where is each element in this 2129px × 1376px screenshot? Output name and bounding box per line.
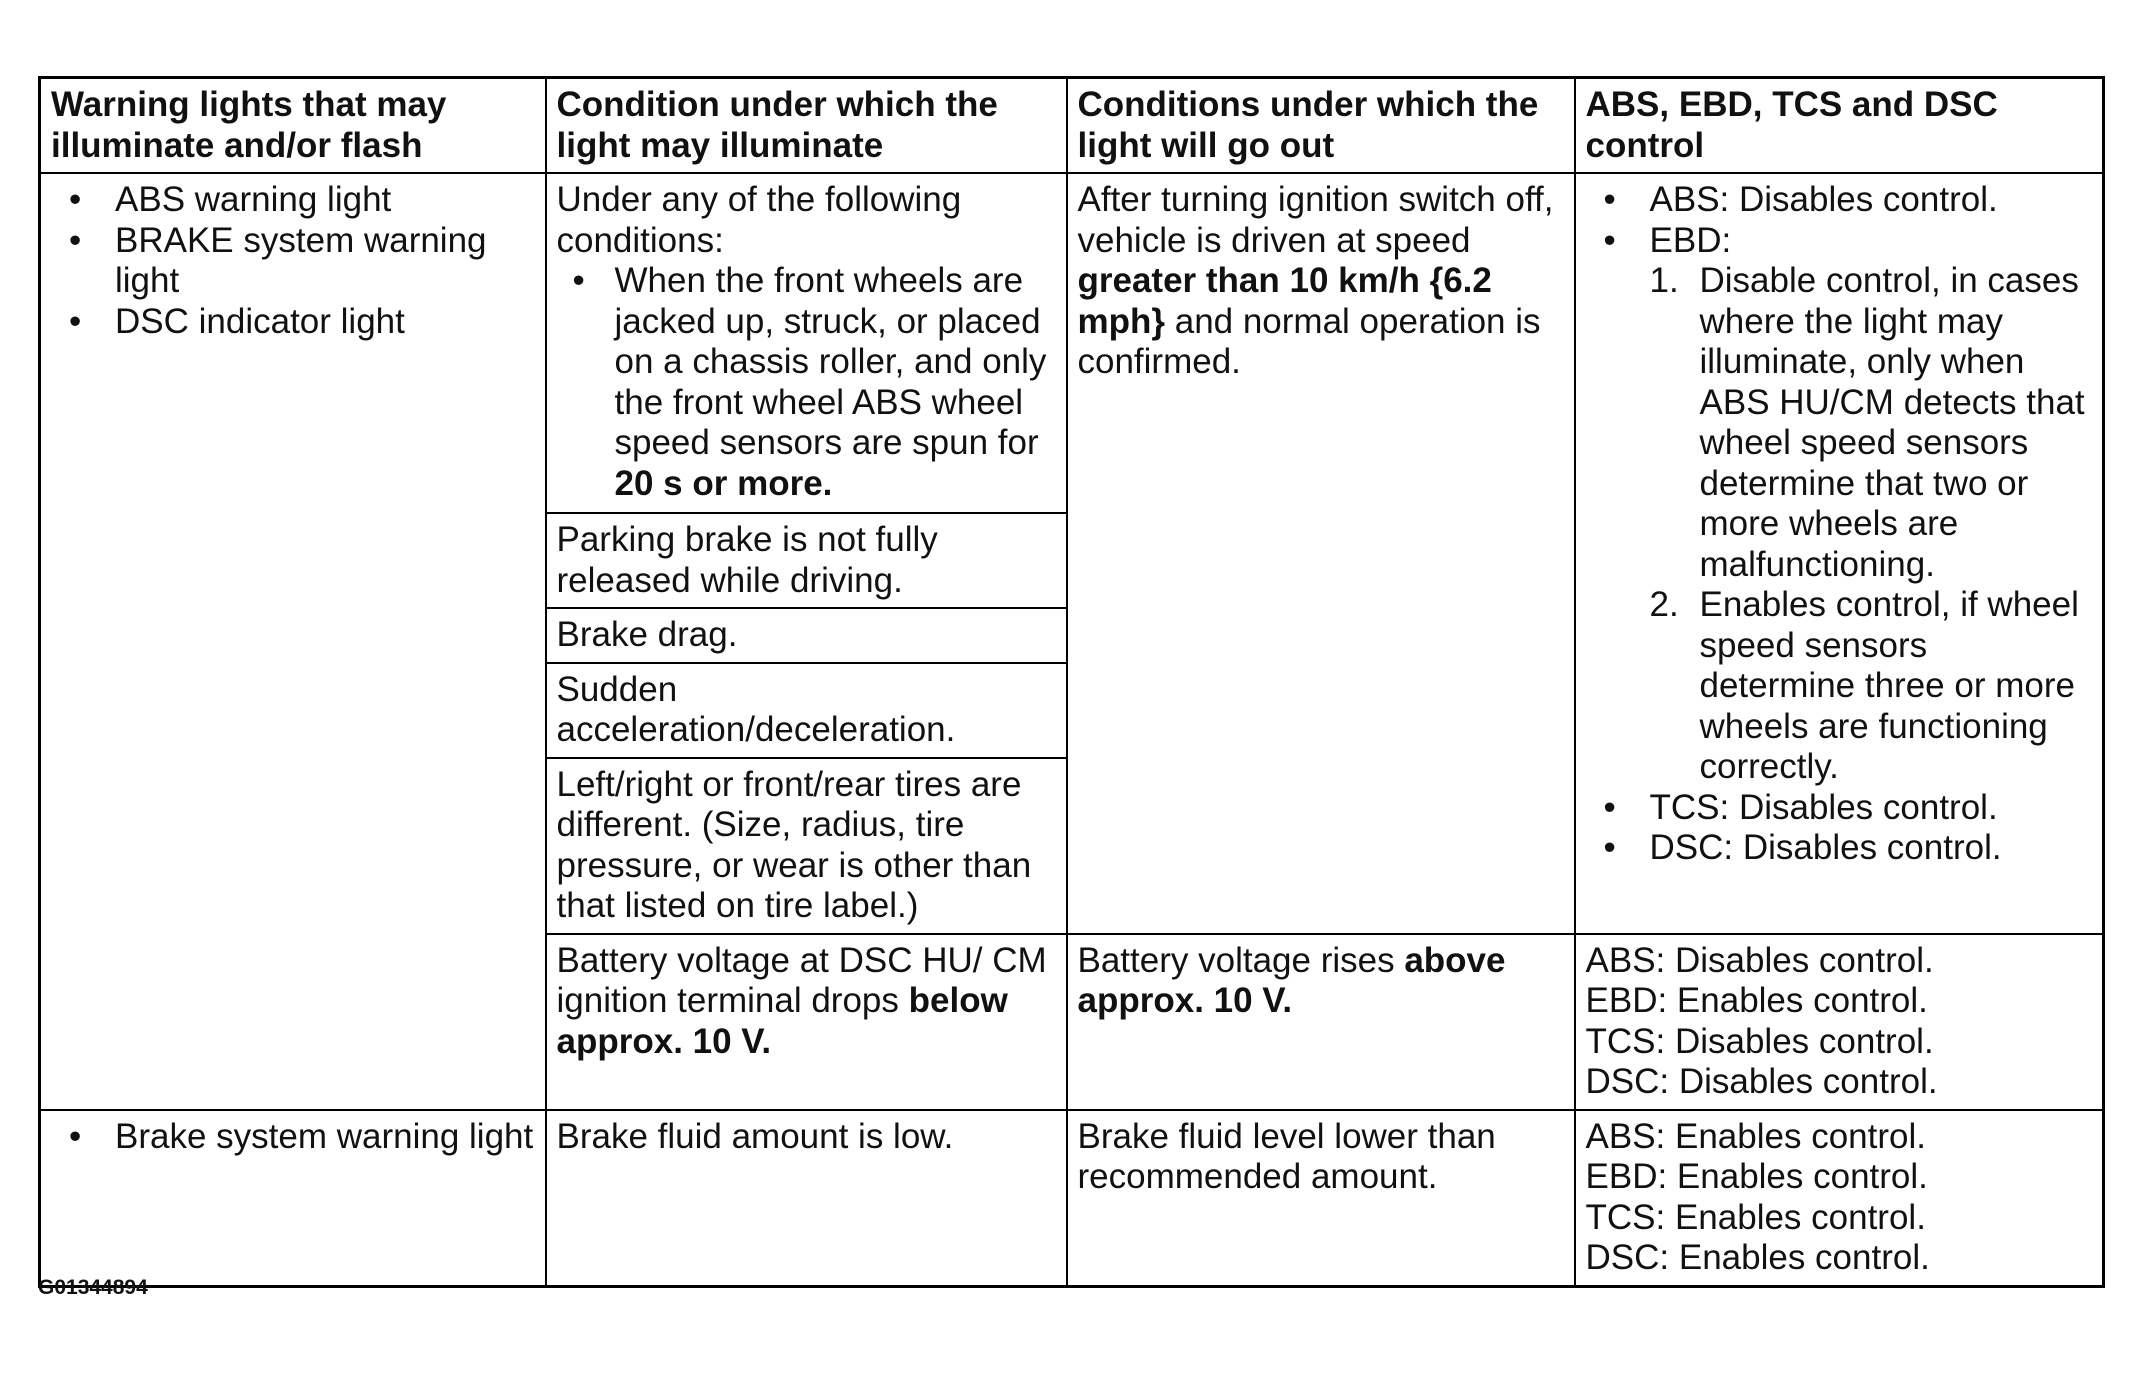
warning-light-table xyxy=(38,76,2105,1288)
list-item xyxy=(615,261,1056,504)
cell-condition: Brake fluid amount is low. xyxy=(546,1110,1067,1287)
control-line: ABS: Enables control. xyxy=(1585,1116,1926,1156)
table-header-row xyxy=(40,78,2104,174)
control-list xyxy=(1586,180,2093,869)
goes-out-text-end: and normal operation is confirmed. xyxy=(1077,301,1541,381)
warning-lights-list xyxy=(51,180,535,342)
item-number: 2. xyxy=(1649,585,1679,624)
condition-text: Battery voltage at DSC HU/ CM ignition terminal drops xyxy=(556,940,1047,1020)
control-line: EBD: Enables control. xyxy=(1585,1157,1928,1196)
warning-lights-list xyxy=(51,1117,535,1158)
condition-text: When the front wheels are jacked up, struck, or placed on a chassis roller, and only the front wheel ABS wheel speed sensors are spun for xyxy=(614,261,1047,462)
list-item: • DSC indicator light xyxy=(115,302,535,343)
header-condition-illuminate: Condition under which the light may illuminate xyxy=(546,78,1067,174)
cell-goes-out xyxy=(1067,173,1575,934)
control-line: DSC: Enables control. xyxy=(1585,1238,1930,1277)
condition-sublist xyxy=(557,261,1056,504)
condition-intro: Under any of the following conditions: xyxy=(556,180,962,260)
control-line: ABS: Disables control. xyxy=(1585,940,1934,980)
cell-condition: Left/right or front/rear tires are different. (Size, radius, tire pressure, or wear is other than that listed on tire label.) xyxy=(546,758,1067,934)
cell-condition: Brake drag. xyxy=(546,608,1067,663)
cell-control xyxy=(1575,173,2104,934)
list-item: • DSC: Disables control. xyxy=(1650,828,2093,869)
cell-goes-out: Brake fluid level lower than recommended amount. xyxy=(1067,1110,1575,1287)
list-item: • ABS: Disables control. xyxy=(1650,180,2093,221)
control-line: TCS: Disables control. xyxy=(1585,1021,1934,1061)
cell-condition: Sudden acceleration/deceleration. xyxy=(546,663,1067,758)
list-item xyxy=(1650,221,2093,788)
list-item: • BRAKE system warning light xyxy=(115,221,535,302)
condition-bold: below approx. 10 V. xyxy=(556,981,1008,1061)
cell-condition xyxy=(546,173,1067,513)
goes-out-text: After turning ignition switch off, vehicle is driven at speed xyxy=(1077,180,1554,260)
cell-condition: Parking brake is not fully released while driving. xyxy=(546,513,1067,608)
cell-control xyxy=(1575,934,2104,1110)
cell-control xyxy=(1575,1110,2104,1287)
header-condition-go-out: Conditions under which the light will go out xyxy=(1067,78,1575,174)
table-row xyxy=(40,1110,2104,1287)
ebd-label: EBD: xyxy=(1649,220,1732,260)
list-item: • ABS warning light xyxy=(115,180,535,221)
goes-out-bold: greater than 10 km/h {6.2 mph} xyxy=(1077,261,1492,341)
list-item xyxy=(1649,261,2093,585)
header-control: ABS, EBD, TCS and DSC control xyxy=(1575,78,2104,174)
list-item: • Brake system warning light xyxy=(115,1117,535,1158)
cell-warning-lights xyxy=(40,1110,546,1287)
list-item: • TCS: Disables control. xyxy=(1650,788,2093,829)
figure-code: G01344894 xyxy=(38,1276,148,1299)
cell-condition xyxy=(546,934,1067,1110)
control-line: DSC: Disables control. xyxy=(1585,1062,1938,1101)
control-line: EBD: Enables control. xyxy=(1585,981,1928,1020)
cell-warning-lights xyxy=(40,173,546,1110)
item-number: 1. xyxy=(1649,261,1679,300)
header-warning-lights: Warning lights that may illuminate and/or flash xyxy=(40,78,546,174)
item-text: Disable control, in cases where the light may illuminate, only when ABS HU/CM detects that wheel speed sensors determine that two or more wheels are malfunctioning. xyxy=(1699,261,2085,584)
goes-out-text: Battery voltage rises xyxy=(1077,940,1405,980)
condition-bold: 20 s or more. xyxy=(614,463,833,503)
item-text: Enables control, if wheel speed sensors determine three or more wheels are functioning correctly. xyxy=(1699,585,2079,786)
cell-goes-out xyxy=(1067,934,1575,1110)
table-row xyxy=(40,173,2104,513)
goes-out-bold: above approx. 10 V. xyxy=(1077,940,1506,1020)
list-item xyxy=(1649,585,2093,788)
ebd-numbered-list xyxy=(1650,261,2093,788)
control-line: TCS: Enables control. xyxy=(1585,1197,1926,1237)
